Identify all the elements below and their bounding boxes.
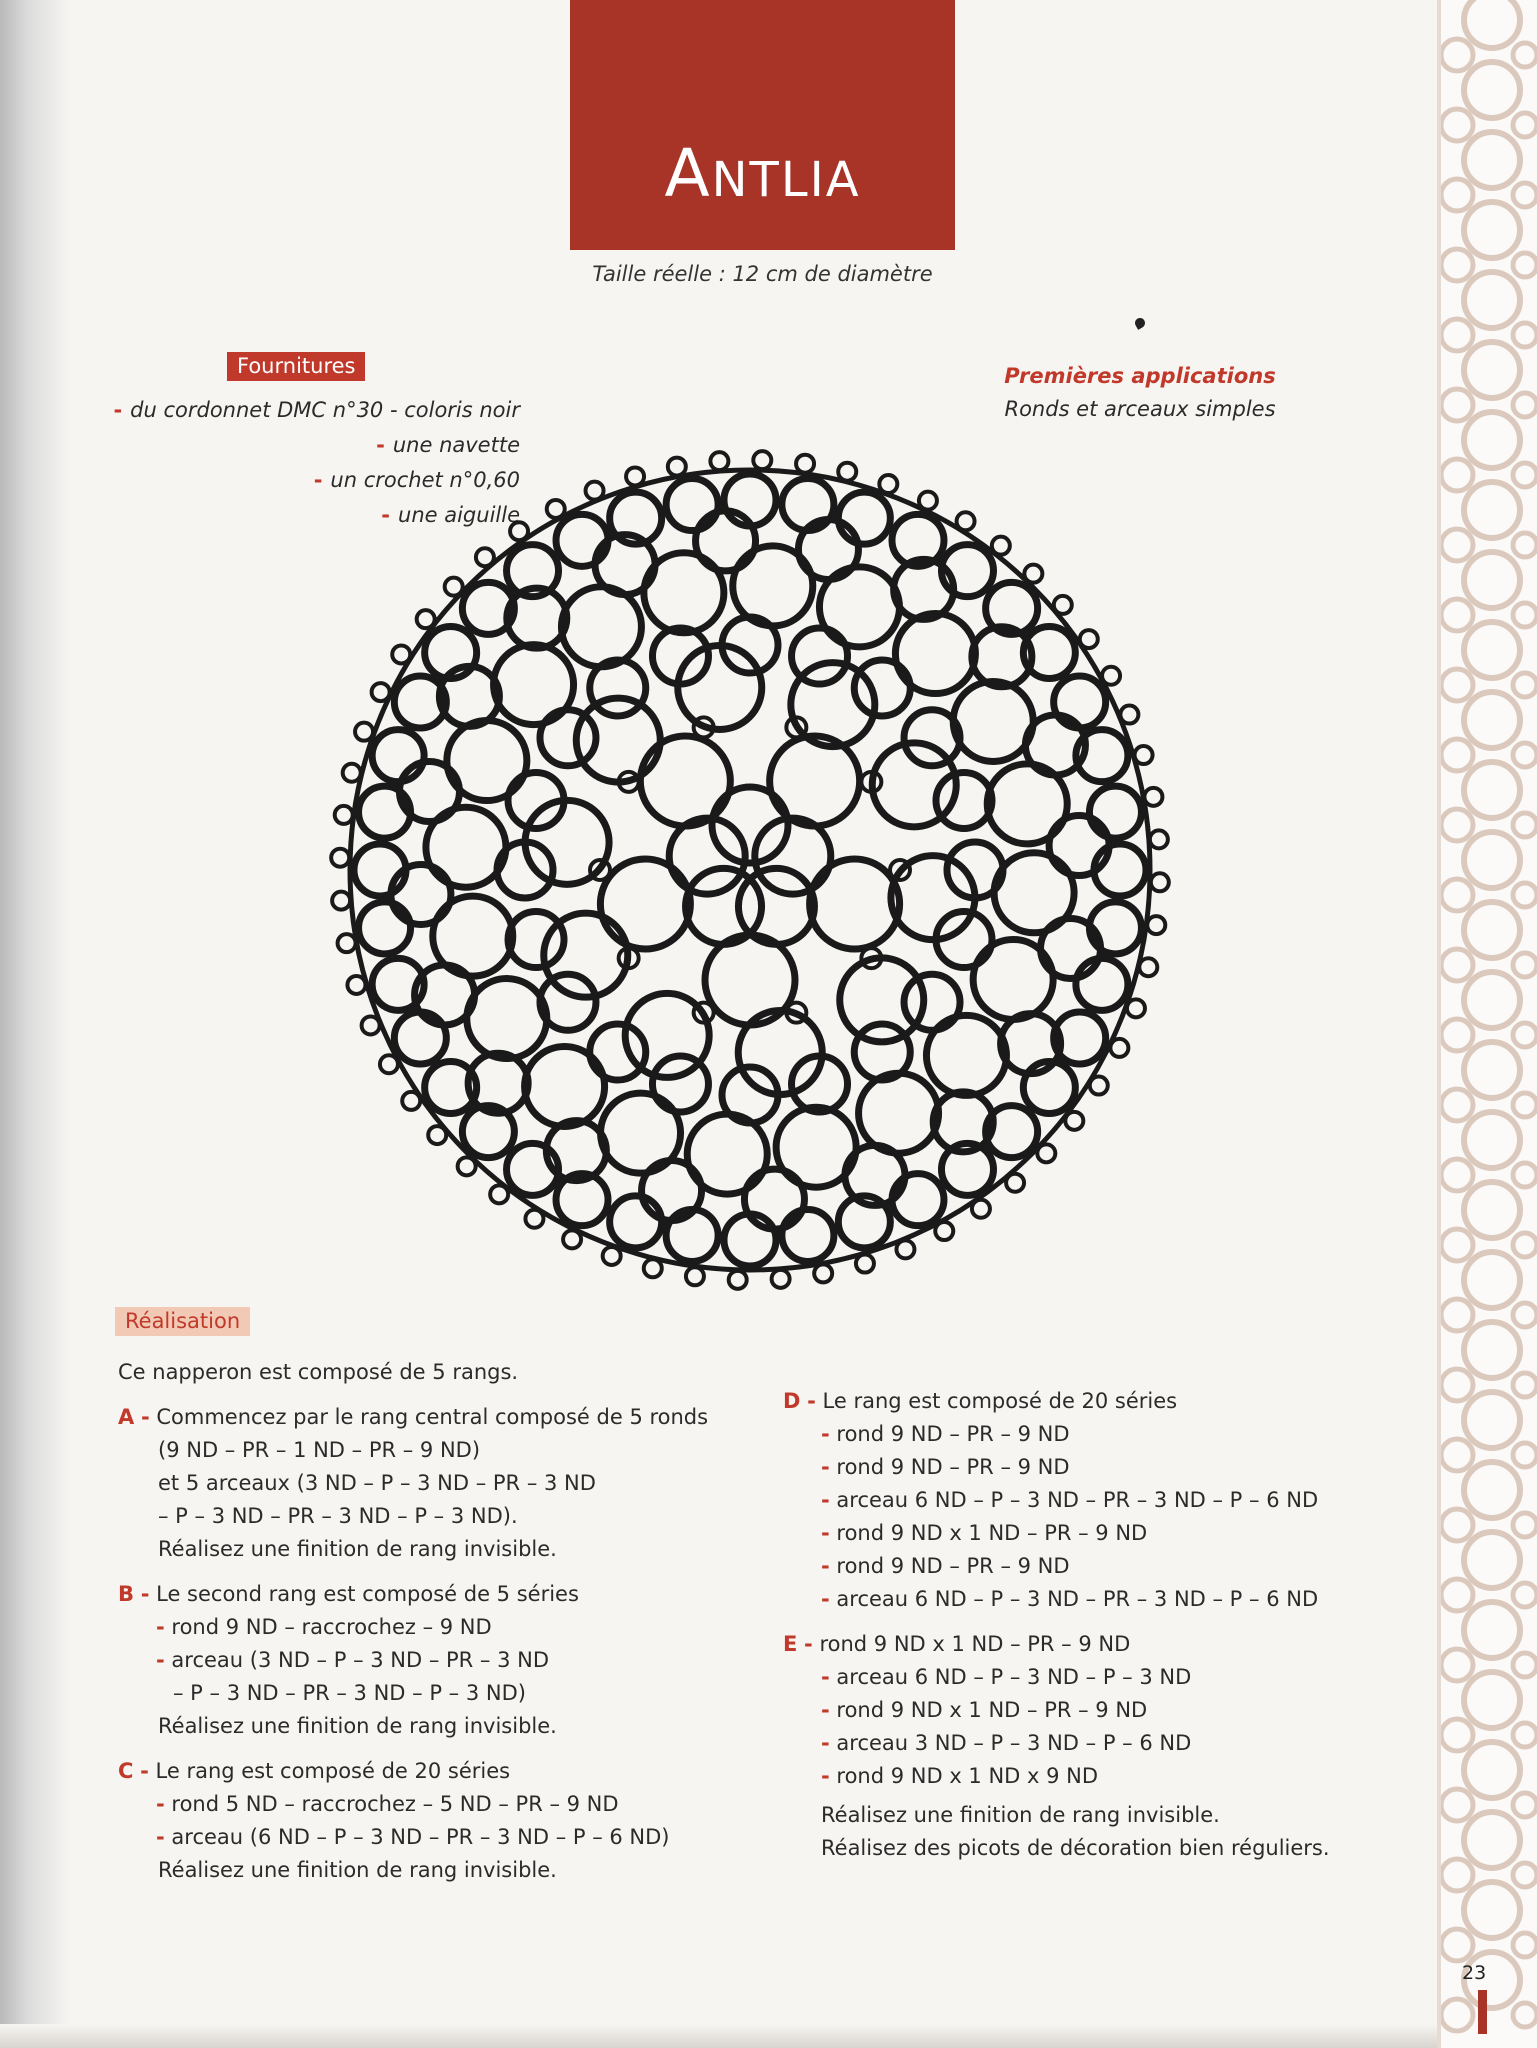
step-c-line: - arceau (6 ND – P – 3 ND – PR – 3 ND – P – 6 ND) <box>156 1825 670 1849</box>
book-gutter-shadow <box>0 0 70 2048</box>
supply-item: - une navette <box>376 433 520 457</box>
tatted-doily-photo <box>320 430 1180 1310</box>
fournitures-label: Fournitures <box>227 352 365 381</box>
step-e-finish: Réalisez une finition de rang invisible. <box>821 1803 1220 1827</box>
step-e-item: - rond 9 ND x 1 ND – PR – 9 ND <box>821 1698 1148 1722</box>
size-caption: Taille réelle : 12 cm de diamètre <box>592 262 933 286</box>
lace-border-graphic <box>1437 0 1537 2048</box>
step-c-finish: Réalisez une finition de rang invisible. <box>158 1858 557 1882</box>
step-b-line: - rond 9 ND – raccrochez – 9 ND <box>156 1615 492 1639</box>
step-a-line: – P – 3 ND – PR – 3 ND – P – 3 ND). <box>158 1504 518 1528</box>
instructions-right-column <box>783 1385 1403 1865</box>
intro-text: Ce napperon est composé de 5 rangs. <box>118 1360 519 1384</box>
page-number: 23 <box>1462 1962 1487 1984</box>
step-e-item: - arceau 6 ND – P – 3 ND – P – 3 ND <box>821 1665 1192 1689</box>
step-a-finish: Réalisez une finition de rang invisible. <box>158 1537 557 1561</box>
applications-title: Premières applications <box>1004 364 1276 388</box>
supply-item: - une aiguille <box>381 503 520 527</box>
step-a: A - Commencez par le rang central composé de 5 ronds <box>118 1405 709 1429</box>
instructions-left-column <box>118 1356 758 1887</box>
step-d-item: - rond 9 ND – PR – 9 ND <box>821 1554 1070 1578</box>
step-c-line: - rond 5 ND – raccrochez – 5 ND – PR – 9 ND <box>156 1792 619 1816</box>
realisation-label: Réalisation <box>115 1307 250 1336</box>
page-number-bar <box>1478 1990 1487 2034</box>
step-e-item: - rond 9 ND x 1 ND x 9 ND <box>821 1764 1099 1788</box>
supply-item: - un crochet n°0,60 <box>313 468 520 492</box>
step-e-item: - arceau 3 ND – P – 3 ND – P – 6 ND <box>821 1731 1192 1755</box>
step-d-item: - rond 9 ND – PR – 9 ND <box>821 1455 1070 1479</box>
lace-border-decoration <box>1437 0 1537 2048</box>
page-title: ANTLIA <box>664 135 861 212</box>
supply-item: - du cordonnet DMC n°30 - coloris noir <box>113 398 520 422</box>
step-b: B - Le second rang est composé de 5 séries <box>118 1582 579 1606</box>
step-d-item: - arceau 6 ND – P – 3 ND – PR – 3 ND – P – 6 ND <box>821 1488 1319 1512</box>
step-d: D - Le rang est composé de 20 séries <box>783 1389 1178 1413</box>
step-b-line: - arceau (3 ND – P – 3 ND – PR – 3 ND <box>156 1648 550 1672</box>
step-d-item: - arceau 6 ND – P – 3 ND – PR – 3 ND – P – 6 ND <box>821 1587 1319 1611</box>
applications-text: Ronds et arceaux simples <box>1004 397 1276 421</box>
page-bottom-edge <box>0 2024 1537 2048</box>
step-e-finish: Réalisez des picots de décoration bien réguliers. <box>821 1836 1330 1860</box>
step-a-line: (9 ND – PR – 1 ND – PR – 9 ND) <box>158 1438 481 1462</box>
applications-block <box>980 360 1300 426</box>
ink-mark <box>1133 316 1147 330</box>
step-a-line: et 5 arceaux (3 ND – P – 3 ND – PR – 3 ND <box>158 1471 596 1495</box>
step-d-item: - rond 9 ND – PR – 9 ND <box>821 1422 1070 1446</box>
step-b-finish: Réalisez une finition de rang invisible. <box>158 1714 557 1738</box>
step-b-line: – P – 3 ND – PR – 3 ND – P – 3 ND) <box>173 1681 526 1705</box>
step-c: C - Le rang est composé de 20 séries <box>118 1759 511 1783</box>
step-e: E - rond 9 ND x 1 ND – PR – 9 ND <box>783 1632 1131 1656</box>
title-banner <box>570 0 955 250</box>
step-d-item: - rond 9 ND x 1 ND – PR – 9 ND <box>821 1521 1148 1545</box>
